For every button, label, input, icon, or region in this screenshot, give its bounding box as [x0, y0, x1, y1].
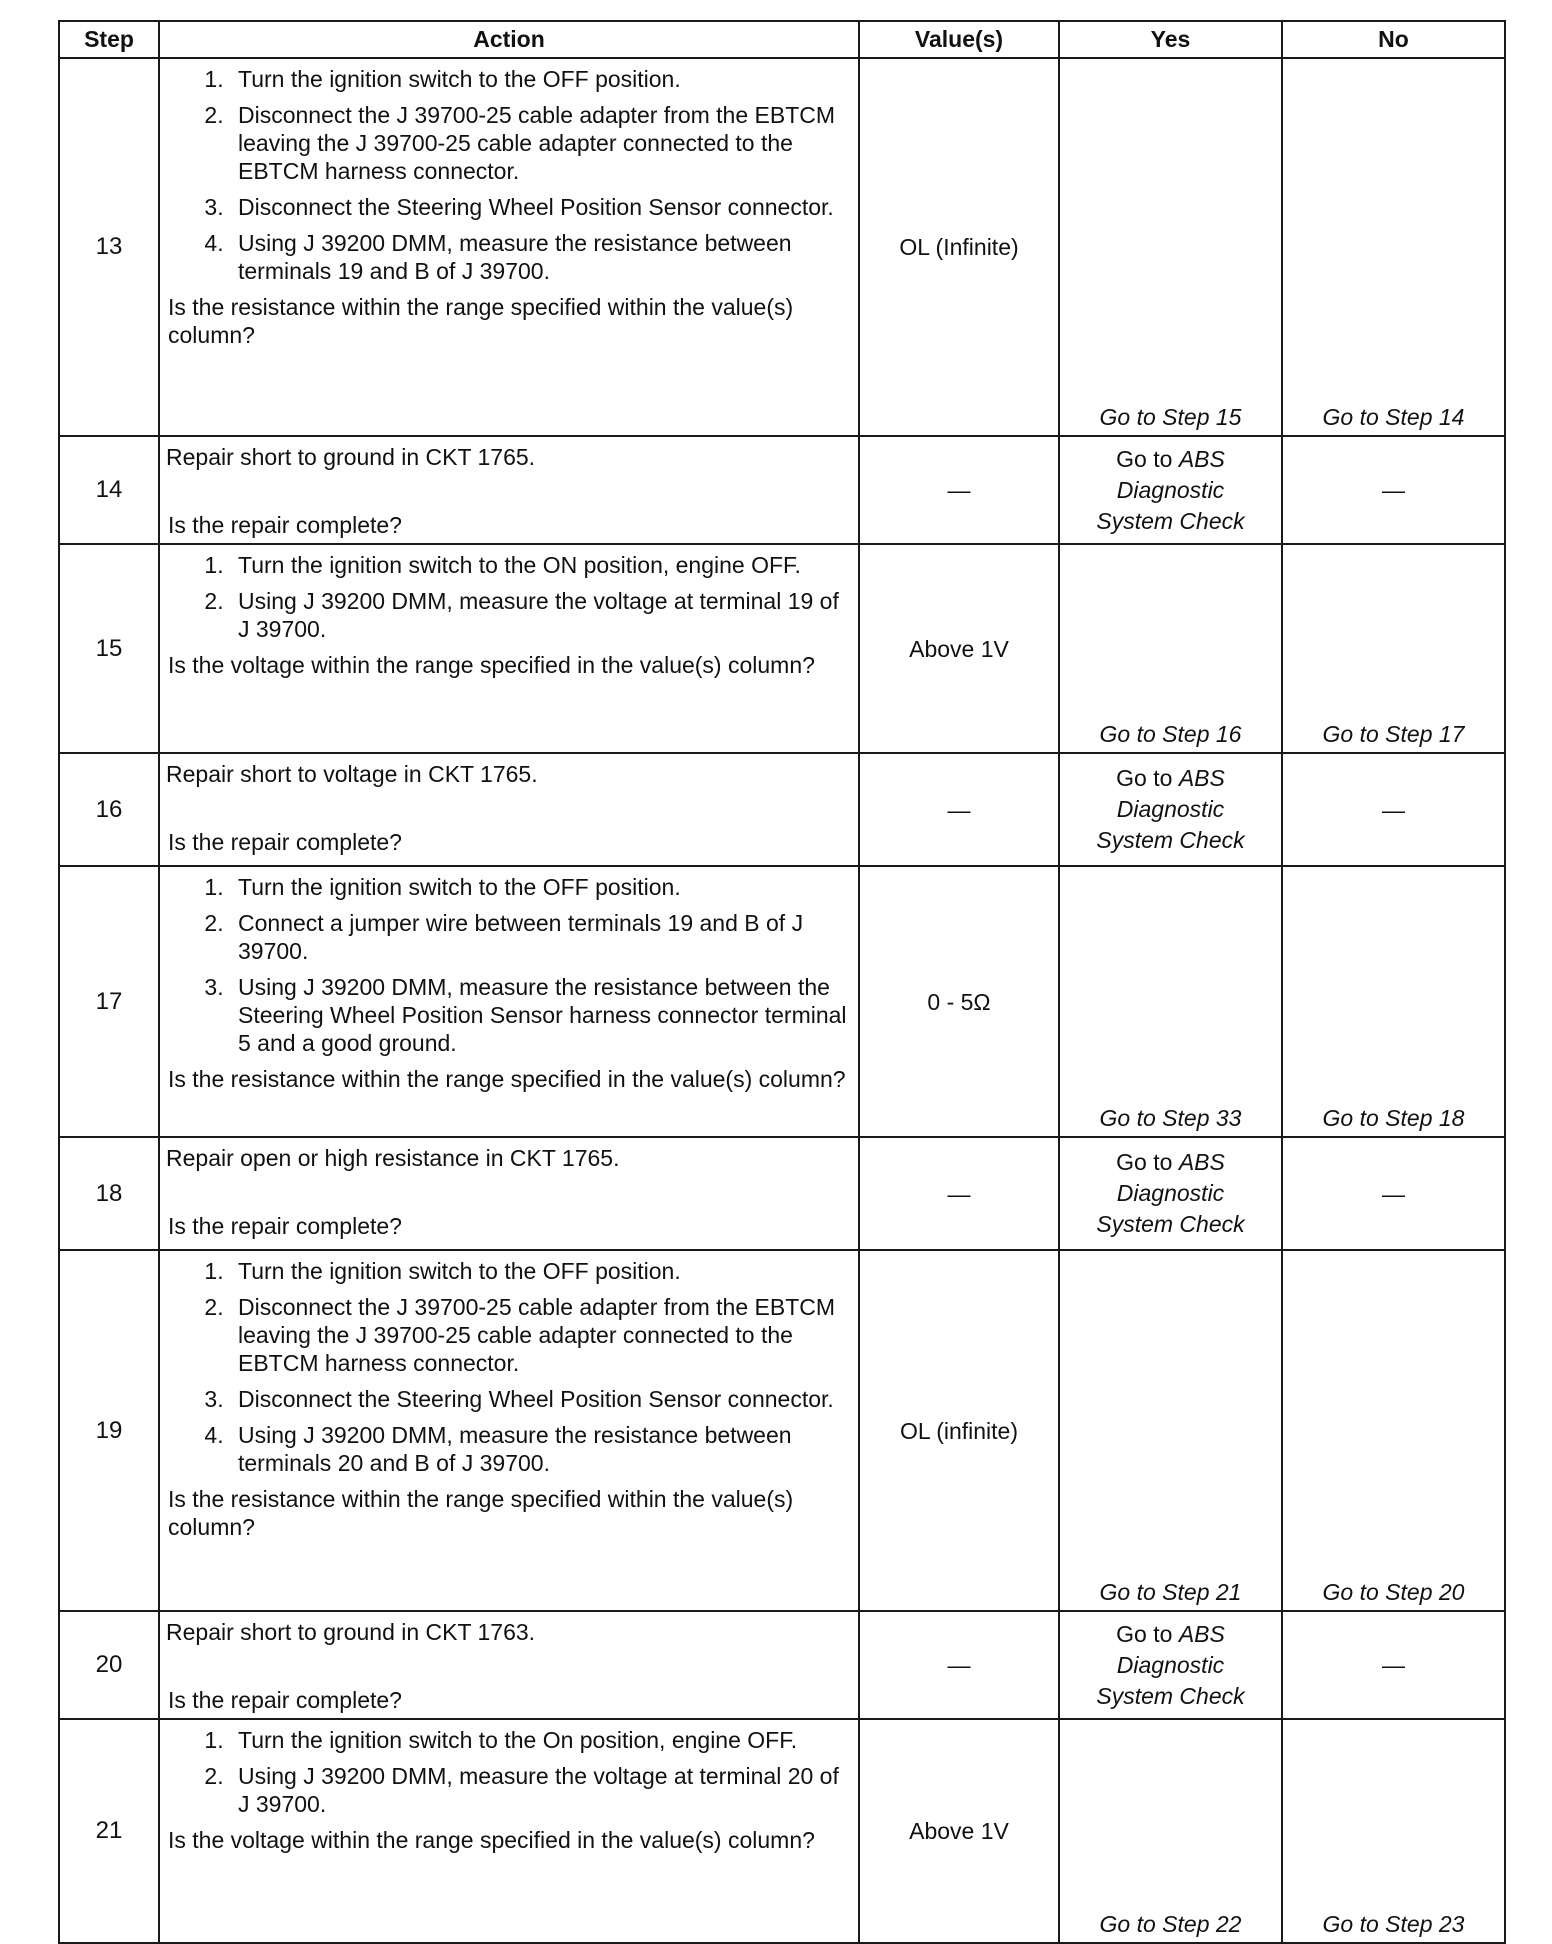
header-yes: Yes [1059, 21, 1282, 58]
action-item: 1. Turn the ignition switch to the OFF position. [230, 65, 852, 93]
action-item: 1. Turn the ignition switch to the OFF position. [230, 1257, 852, 1285]
header-step: Step [59, 21, 159, 58]
table-row [59, 866, 1505, 1137]
action-question: Is the repair complete? [168, 1213, 402, 1239]
yes-system-check: System Check [1096, 1682, 1245, 1709]
table-row [59, 58, 1505, 436]
no-cell: — [1282, 1611, 1505, 1719]
action-question: Is the resistance within the range specified within the value(s) column? [168, 1486, 794, 1540]
action-question: Is the repair complete? [168, 1687, 402, 1713]
no-cell: Go to Step 20 [1282, 1250, 1505, 1611]
action-question: Is the voltage within the range specified in the value(s) column? [168, 652, 815, 678]
yes-goto-prefix: Go to [1116, 765, 1173, 791]
no-cell: — [1282, 436, 1505, 544]
action-cell [159, 58, 859, 436]
action-item: 3. Disconnect the Steering Wheel Position Sensor connector. [230, 1385, 852, 1413]
action-item: 3. Using J 39200 DMM, measure the resistance between the Steering Wheel Position Sensor harness connector terminal 5 and a good ground. [230, 973, 852, 1057]
action-item: 1. Turn the ignition switch to the ON position, engine OFF. [230, 551, 852, 579]
action-item: 2. Using J 39200 DMM, measure the voltage at terminal 19 of J 39700. [230, 587, 852, 643]
action-question: Is the repair complete? [168, 512, 402, 538]
step-number: 15 [59, 544, 159, 753]
action-question: Is the resistance within the range specified within the value(s) column? [168, 294, 794, 348]
yes-cell [1059, 436, 1282, 544]
action-cell [159, 1611, 859, 1719]
step-number: 16 [59, 753, 159, 866]
yes-system-check: System Check [1096, 507, 1245, 534]
yes-cell: Go to Step 16 [1059, 544, 1282, 753]
action-item: 4. Using J 39200 DMM, measure the resistance between terminals 19 and B of J 39700. [230, 229, 852, 285]
action-question: Is the voltage within the range specified in the value(s) column? [168, 1827, 815, 1853]
no-cell: Go to Step 18 [1282, 866, 1505, 1137]
table-row [59, 1137, 1505, 1250]
no-cell: — [1282, 753, 1505, 866]
yes-abs: ABS [1178, 1149, 1225, 1175]
repair-text: Repair short to ground in CKT 1765. [166, 444, 536, 470]
value-cell: — [859, 1137, 1059, 1250]
header-values: Value(s) [859, 21, 1059, 58]
diagnostic-table-page [58, 20, 1504, 1944]
step-number: 14 [59, 436, 159, 544]
yes-goto-prefix: Go to [1116, 1149, 1173, 1175]
table-row [59, 753, 1505, 866]
header-row [59, 21, 1505, 58]
step-number: 21 [59, 1719, 159, 1943]
action-question: Is the repair complete? [168, 829, 402, 855]
step-number: 13 [59, 58, 159, 436]
yes-cell: Go to Step 33 [1059, 866, 1282, 1137]
yes-system-check: System Check [1096, 1211, 1245, 1237]
yes-cell [1059, 753, 1282, 866]
table-row [59, 1250, 1505, 1611]
value-cell: 0 - 5Ω [859, 866, 1059, 1137]
action-cell [159, 436, 859, 544]
step-number: 17 [59, 866, 159, 1137]
value-cell: OL (Infinite) [859, 58, 1059, 436]
yes-diagnostic: Diagnostic [1116, 1180, 1225, 1206]
yes-abs: ABS [1178, 445, 1225, 472]
action-cell [159, 1250, 859, 1611]
value-cell: — [859, 753, 1059, 866]
step-number: 18 [59, 1137, 159, 1250]
yes-diagnostic: Diagnostic [1116, 476, 1225, 503]
no-cell: Go to Step 17 [1282, 544, 1505, 753]
table-row [59, 1719, 1505, 1943]
repair-text: Repair short to ground in CKT 1763. [166, 1619, 536, 1645]
action-item: 4. Using J 39200 DMM, measure the resistance between terminals 20 and B of J 39700. [230, 1421, 852, 1477]
action-item: 1. Turn the ignition switch to the On position, engine OFF. [230, 1726, 852, 1754]
table-row [59, 436, 1505, 544]
value-cell: Above 1V [859, 544, 1059, 753]
yes-cell: Go to Step 21 [1059, 1250, 1282, 1611]
table-row [59, 1611, 1505, 1719]
action-item: 2. Disconnect the J 39700-25 cable adapter from the EBTCM leaving the J 39700-25 cable adapter connected to the EBTCM harness connector. [230, 1293, 852, 1377]
action-question: Is the resistance within the range specified in the value(s) column? [168, 1066, 846, 1092]
action-cell [159, 753, 859, 866]
action-item: 2. Connect a jumper wire between terminals 19 and B of J 39700. [230, 909, 852, 965]
action-cell [159, 1137, 859, 1250]
value-cell: OL (infinite) [859, 1250, 1059, 1611]
step-number: 19 [59, 1250, 159, 1611]
yes-goto-prefix: Go to [1116, 445, 1173, 472]
yes-goto-prefix: Go to [1116, 1620, 1173, 1647]
action-item: 3. Disconnect the Steering Wheel Position Sensor connector. [230, 193, 852, 221]
yes-diagnostic: Diagnostic [1116, 1651, 1225, 1678]
repair-text: Repair open or high resistance in CKT 1765. [166, 1145, 620, 1171]
header-action: Action [159, 21, 859, 58]
yes-cell: Go to Step 22 [1059, 1719, 1282, 1943]
yes-system-check: System Check [1096, 827, 1245, 853]
yes-abs: ABS [1178, 1620, 1225, 1647]
repair-text: Repair short to voltage in CKT 1765. [166, 761, 538, 787]
yes-cell [1059, 1137, 1282, 1250]
diagnostic-table [58, 20, 1506, 1944]
yes-diagnostic: Diagnostic [1116, 796, 1225, 822]
no-cell: Go to Step 14 [1282, 58, 1505, 436]
header-no: No [1282, 21, 1505, 58]
yes-cell: Go to Step 15 [1059, 58, 1282, 436]
value-cell: — [859, 436, 1059, 544]
value-cell: — [859, 1611, 1059, 1719]
step-number: 20 [59, 1611, 159, 1719]
action-cell [159, 544, 859, 753]
table-row [59, 544, 1505, 753]
yes-cell [1059, 1611, 1282, 1719]
no-cell: — [1282, 1137, 1505, 1250]
yes-abs: ABS [1178, 765, 1225, 791]
no-cell: Go to Step 23 [1282, 1719, 1505, 1943]
action-item: 2. Using J 39200 DMM, measure the voltage at terminal 20 of J 39700. [230, 1762, 852, 1818]
action-cell [159, 1719, 859, 1943]
action-item: 2. Disconnect the J 39700-25 cable adapter from the EBTCM leaving the J 39700-25 cable adapter connected to the EBTCM harness connector. [230, 101, 852, 185]
action-cell [159, 866, 859, 1137]
value-cell: Above 1V [859, 1719, 1059, 1943]
action-item: 1. Turn the ignition switch to the OFF position. [230, 873, 852, 901]
